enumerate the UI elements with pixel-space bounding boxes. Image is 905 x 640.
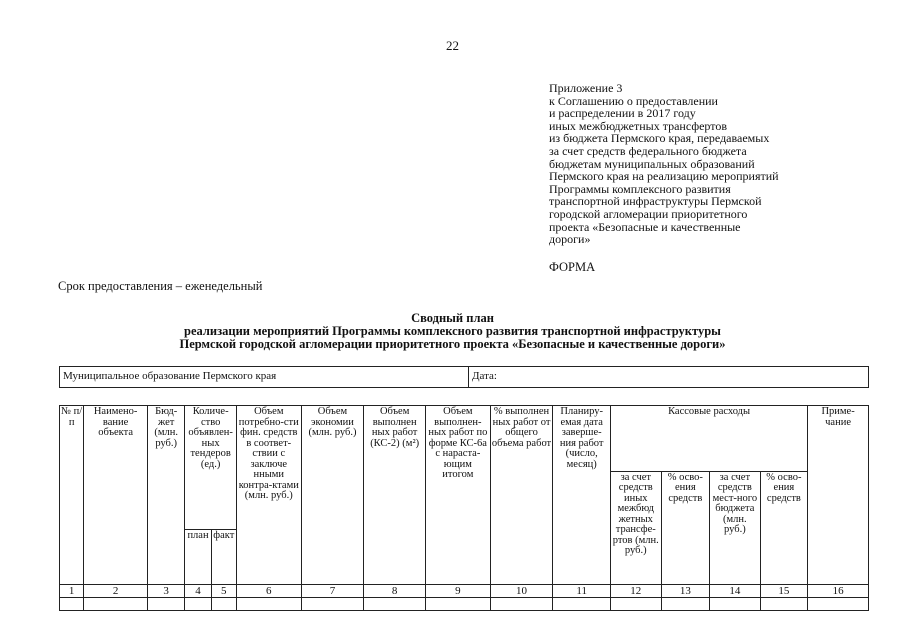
table-cell	[425, 598, 490, 611]
table-cell	[490, 598, 553, 611]
table-cell	[84, 598, 148, 611]
header-need: Объем потребно-сти фин. средств в соответ-ствии с заключе нными контра-ктами (млн. руб.)	[236, 406, 301, 585]
appendix-line: проекта «Безопасные и качественные	[549, 219, 741, 234]
appendix-line: городской агломерации приоритетного	[549, 206, 748, 221]
table-cell	[301, 598, 364, 611]
table-cell	[185, 598, 211, 611]
appendix-line: иных межбюджетных трансфертов	[549, 118, 728, 133]
table-cell	[710, 598, 761, 611]
table-cell	[60, 598, 84, 611]
column-number: 3	[147, 585, 184, 598]
appendix-line: из бюджета Пермского края, передаваемых	[549, 131, 770, 146]
table-cell	[147, 598, 184, 611]
header-cash: Кассовые расходы	[611, 406, 808, 472]
header-cash-pct2: % осво-ения средств	[760, 471, 808, 585]
page-number: 22	[446, 38, 459, 53]
info-divider	[468, 367, 469, 387]
column-number: 4	[185, 585, 211, 598]
table-cell	[760, 598, 808, 611]
header-cash-pct1: % осво-ения средств	[661, 471, 710, 585]
column-number: 7	[301, 585, 364, 598]
column-number: 10	[490, 585, 553, 598]
column-number: 16	[808, 585, 869, 598]
header-plan: план	[185, 530, 211, 585]
table-cell	[661, 598, 710, 611]
appendix-note	[549, 82, 879, 246]
header-works-ks6a: Объем выполнен-ных работ по форме КС-6а с нараста-ющим итогом	[425, 406, 490, 585]
appendix-line: за счет средств федерального бюджета	[549, 143, 747, 158]
table-cell	[808, 598, 869, 611]
title-line-3: Пермской городской агломерации приоритетного проекта «Безопасные и качественные дороги»	[179, 337, 726, 351]
column-number: 8	[364, 585, 426, 598]
title-line-2: реализации мероприятий Программы комплексного развития транспортной инфраструктуры	[184, 324, 721, 338]
header-percent-done: % выполнен ных работ от общего объема работ	[490, 406, 553, 585]
header-budget: Бюд-жет (млн. руб.)	[147, 406, 184, 585]
table-cell	[553, 598, 611, 611]
column-number: 15	[760, 585, 808, 598]
appendix-line: дороги»	[549, 232, 591, 247]
header-tenders-cont	[185, 471, 237, 530]
column-number: 6	[236, 585, 301, 598]
table-cell	[211, 598, 236, 611]
header-tenders: Количе-ство объявлен-ных тендеров (ед.)	[185, 406, 237, 472]
header-fact: факт	[211, 530, 236, 585]
appendix-line: транспортной инфраструктуры Пермской	[549, 194, 762, 209]
header-cash-local: за счет средств мест-ного бюджета (млн. руб.)	[710, 471, 761, 585]
date-label: Дата:	[472, 370, 497, 382]
title-line-1: Сводный план	[411, 311, 494, 325]
header-row	[60, 406, 869, 472]
column-number: 12	[611, 585, 662, 598]
appendix-line: и распределении в 2017 году	[549, 106, 696, 121]
reporting-period: Срок предоставления – еженедельный	[58, 279, 263, 293]
info-box	[59, 366, 869, 388]
appendix-line: к Соглашению о предоставлении	[549, 93, 718, 108]
appendix-line: Пермского края на реализацию мероприятий	[549, 169, 779, 184]
column-number: 5	[211, 585, 236, 598]
column-number: 9	[425, 585, 490, 598]
column-number: 2	[84, 585, 148, 598]
header-planned-date: Планиру-емая дата заверше-ния работ (число, месяц)	[553, 406, 611, 585]
plan-table	[59, 405, 869, 611]
header-works-ks2: Объем выполнен ных работ (КС-2) (м²)	[364, 406, 426, 585]
table-cell	[364, 598, 426, 611]
column-number: 1	[60, 585, 84, 598]
appendix-line: Приложение 3	[549, 81, 623, 95]
table-cell	[236, 598, 301, 611]
column-number: 14	[710, 585, 761, 598]
table-cell	[611, 598, 662, 611]
appendix-line: Программы комплексного развития	[549, 181, 731, 196]
municipality-label: Муниципальное образование Пермского края	[63, 370, 277, 382]
form-label: ФОРМА	[549, 260, 596, 274]
table-row	[60, 598, 869, 611]
column-number: 11	[553, 585, 611, 598]
column-number: 13	[661, 585, 710, 598]
header-num: № п/п	[60, 406, 84, 585]
column-number-row	[60, 585, 869, 598]
appendix-line: бюджетам муниципальных образований	[549, 156, 755, 171]
document-title	[0, 312, 905, 351]
header-name: Наимено-вание объекта	[84, 406, 148, 585]
header-economy: Объем экономии (млн. руб.)	[301, 406, 364, 585]
header-cash-interbudget: за счет средств иных межбюд жетных трансфе-ртов (млн. руб.)	[611, 471, 662, 585]
header-note: Приме-чание	[808, 406, 869, 585]
